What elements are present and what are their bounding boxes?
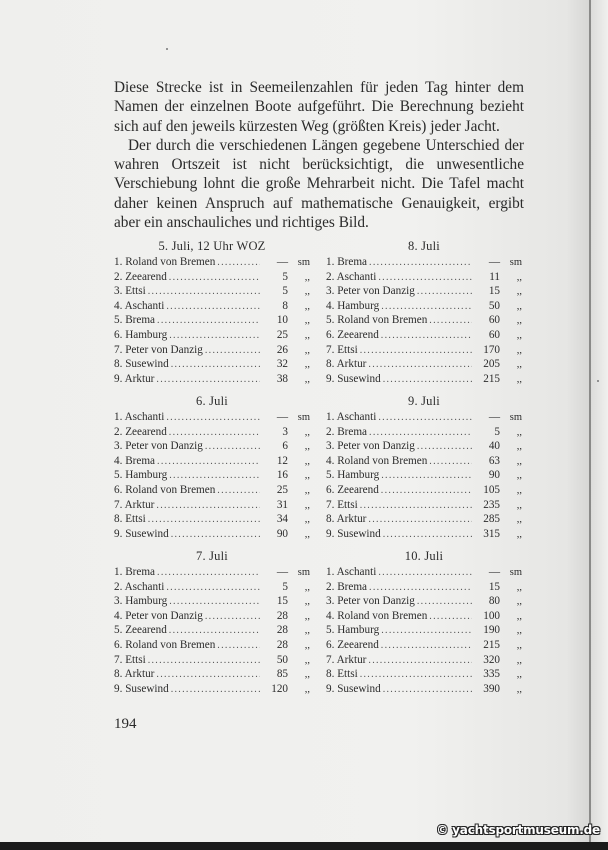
boat-name: 2. Brema — [326, 580, 368, 593]
leader-dots — [171, 528, 260, 543]
leader-dots — [169, 469, 260, 484]
leader-dots — [217, 484, 260, 499]
table-rows — [114, 255, 310, 386]
table-row — [114, 653, 310, 668]
distance-unit: sm — [297, 567, 310, 578]
boat-name: 5. Roland von Bremen — [326, 314, 428, 327]
table-row — [114, 299, 310, 314]
distance-unit: ,, — [516, 426, 522, 438]
boat-name: 1. Aschanti — [326, 566, 377, 578]
distance-unit: ,, — [516, 669, 522, 681]
distance-unit: ,, — [516, 484, 522, 496]
distance-value: 50 — [488, 299, 500, 312]
table-row — [114, 284, 310, 299]
distance-value: 6 — [282, 440, 288, 453]
table-title: 9. Juli — [408, 394, 440, 408]
distance-unit: ,, — [304, 528, 310, 540]
distance-value: 5 — [494, 425, 500, 438]
standings-table-8-juli — [326, 237, 522, 386]
table-row — [326, 667, 522, 682]
table-row — [114, 580, 310, 595]
distance-unit: ,, — [516, 470, 522, 482]
boat-name: 8. Arktur — [114, 668, 155, 681]
table-row — [326, 623, 522, 638]
leader-dots — [166, 300, 260, 315]
distance-value: — — [276, 256, 288, 268]
leader-dots — [217, 639, 260, 654]
distance-unit: ,, — [304, 470, 310, 482]
leader-dots — [156, 373, 260, 388]
table-row — [326, 512, 522, 527]
leader-dots — [156, 499, 260, 514]
boat-name: 9. Susewind — [114, 527, 169, 540]
boat-name: 8. Arktur — [326, 358, 367, 371]
table-row — [114, 270, 310, 285]
standings-table-6-juli — [114, 392, 310, 541]
distance-value: 90 — [488, 469, 500, 482]
boat-name: 2. Zeearend — [114, 425, 167, 438]
table-row — [114, 343, 310, 358]
boat-name: 1. Roland von Bremen — [114, 256, 216, 268]
leader-dots — [166, 411, 260, 426]
table-row — [114, 372, 310, 387]
leader-dots — [381, 484, 472, 499]
distance-value: 90 — [276, 527, 288, 540]
table-rows — [326, 565, 522, 696]
distance-value: 15 — [488, 285, 500, 298]
table-row — [326, 498, 522, 513]
distance-value: 335 — [483, 668, 500, 681]
distance-unit: ,, — [516, 596, 522, 608]
leader-dots — [383, 528, 472, 543]
table-row — [326, 580, 522, 595]
leader-dots — [368, 654, 472, 669]
distance-unit: ,, — [516, 639, 522, 651]
boat-name: 8. Ettsi — [114, 513, 146, 526]
distance-value: 85 — [276, 668, 288, 681]
distance-value: — — [488, 411, 500, 423]
table-row — [114, 512, 310, 527]
distance-value: 38 — [276, 372, 288, 385]
boat-name: 1. Brema — [326, 256, 368, 268]
distance-value: 28 — [276, 609, 288, 622]
distance-unit: ,, — [304, 300, 310, 312]
boat-name: 4. Aschanti — [114, 299, 165, 312]
distance-unit: sm — [509, 567, 522, 578]
distance-value: 120 — [271, 682, 288, 695]
intro-text — [114, 78, 524, 232]
leader-dots — [148, 513, 260, 528]
distance-unit: ,, — [304, 373, 310, 385]
distance-unit: ,, — [304, 639, 310, 651]
distance-value: 60 — [488, 314, 500, 327]
distance-value: 25 — [276, 483, 288, 496]
table-title: 8. Juli — [408, 239, 440, 253]
table-row — [114, 454, 310, 469]
table-title: 6. Juli — [196, 394, 228, 408]
leader-dots — [381, 300, 472, 315]
leader-dots — [157, 455, 260, 470]
boat-name: 7. Peter von Danzig — [114, 343, 203, 356]
table-row — [114, 328, 310, 343]
boat-name: 6. Hamburg — [114, 328, 168, 341]
leader-dots — [360, 668, 472, 683]
leader-dots — [417, 595, 472, 610]
boat-name: 6. Roland von Bremen — [114, 638, 216, 651]
leader-dots — [383, 373, 472, 388]
table-row — [114, 313, 310, 328]
leader-dots — [417, 285, 472, 300]
boat-name: 7. Ettsi — [114, 653, 146, 666]
leader-dots — [383, 683, 472, 698]
distance-value: 60 — [488, 328, 500, 341]
distance-unit: ,, — [304, 455, 310, 467]
table-row — [114, 357, 310, 372]
boat-name: 3. Peter von Danzig — [326, 595, 415, 608]
leader-dots — [169, 595, 260, 610]
distance-unit: ,, — [304, 654, 310, 666]
boat-name: 1. Aschanti — [326, 411, 377, 423]
boat-name: 3. Peter von Danzig — [326, 285, 415, 298]
table-title: 5. Juli, 12 Uhr WOZ — [158, 239, 266, 253]
leader-dots — [369, 426, 472, 441]
intro-paragraph-2: Der durch die verschiedenen Längen gegebene Unterschied der wahren Ortszeit ist nicht berücksichtigt, die unwesentliche Verschiebung lohnt die große Mehrarbeit nicht. Die Tafel macht daher keinen Anspruch auf mathematische Genauigkeit, ergibt aber ein anschauliches und richtiges Bild. — [114, 136, 524, 232]
scan-bottom-edge — [0, 842, 608, 850]
distance-value: 5 — [282, 580, 288, 593]
table-row — [326, 270, 522, 285]
leader-dots — [378, 566, 472, 581]
distance-unit: ,, — [516, 286, 522, 298]
distance-value: — — [488, 256, 500, 268]
table-row — [114, 638, 310, 653]
table-row — [114, 609, 310, 624]
leader-dots — [368, 513, 472, 528]
distance-unit: ,, — [304, 669, 310, 681]
table-row — [326, 299, 522, 314]
distance-unit: ,, — [516, 373, 522, 385]
distance-unit: ,, — [304, 625, 310, 637]
leader-dots — [157, 566, 260, 581]
intro-paragraph-1: Diese Strecke ist in Seemeilenzahlen für jeden Tag hinter dem Namen der einzelnen Boote aufgeführt. Die Berechnung bezieht sich auf den jeweils kürzesten Weg (größten Kreis) jeder Jacht. — [114, 79, 524, 135]
distance-value: 170 — [483, 343, 500, 356]
distance-value: 5 — [282, 270, 288, 283]
leader-dots — [360, 344, 472, 359]
distance-unit: ,, — [304, 441, 310, 453]
boat-name: 2. Zeearend — [114, 270, 167, 283]
boat-name: 8. Susewind — [114, 358, 169, 371]
facing-page-edge — [591, 0, 608, 842]
distance-value: 190 — [483, 624, 500, 637]
distance-unit: ,, — [516, 683, 522, 695]
table-row — [114, 667, 310, 682]
distance-value: 205 — [483, 358, 500, 371]
distance-unit: ,, — [304, 581, 310, 593]
leader-dots — [417, 440, 472, 455]
boat-name: 7. Ettsi — [326, 498, 358, 511]
distance-unit: ,, — [516, 315, 522, 327]
table-row — [326, 425, 522, 440]
distance-value: 5 — [282, 285, 288, 298]
distance-unit: ,, — [516, 300, 522, 312]
boat-name: 6. Zeearend — [326, 328, 379, 341]
distance-value: 235 — [483, 498, 500, 511]
leader-dots — [156, 668, 260, 683]
distance-unit: ,, — [516, 581, 522, 593]
boat-name: 5. Zeearend — [114, 624, 167, 637]
paper-speck — [597, 380, 599, 382]
boat-name: 3. Peter von Danzig — [326, 440, 415, 453]
table-row — [326, 372, 522, 387]
distance-unit: ,, — [304, 610, 310, 622]
leader-dots — [360, 499, 472, 514]
table-row — [114, 682, 310, 697]
distance-value: 16 — [276, 469, 288, 482]
distance-value: 15 — [488, 580, 500, 593]
boat-name: 7. Arktur — [114, 498, 155, 511]
boat-name: 1. Aschanti — [114, 411, 165, 423]
distance-unit: ,, — [304, 315, 310, 327]
leader-dots — [369, 256, 472, 271]
boat-name: 4. Peter von Danzig — [114, 609, 203, 622]
boat-name: 1. Brema — [114, 566, 156, 578]
table-row — [326, 328, 522, 343]
table-rows — [114, 410, 310, 541]
leader-dots — [169, 426, 260, 441]
table-rows — [326, 410, 522, 541]
distance-unit: ,, — [516, 654, 522, 666]
table-title: 7. Juli — [196, 549, 228, 563]
distance-value: — — [276, 566, 288, 578]
distance-value: 100 — [483, 609, 500, 622]
distance-unit: ,, — [516, 359, 522, 371]
boat-name: 8. Ettsi — [326, 668, 358, 681]
table-row — [326, 638, 522, 653]
distance-unit: ,, — [516, 344, 522, 356]
leader-dots — [381, 329, 472, 344]
distance-value: 25 — [276, 328, 288, 341]
boat-name: 5. Hamburg — [326, 624, 380, 637]
distance-unit: ,, — [304, 359, 310, 371]
distance-unit: ,, — [516, 499, 522, 511]
table-title: 10. Juli — [404, 549, 444, 563]
boat-name: 6. Roland von Bremen — [114, 483, 216, 496]
distance-unit: sm — [509, 257, 522, 268]
boat-name: 9. Arktur — [114, 372, 155, 385]
distance-value: 26 — [276, 343, 288, 356]
distance-unit: ,, — [516, 455, 522, 467]
distance-value: 315 — [483, 527, 500, 540]
leader-dots — [368, 358, 472, 373]
table-row — [326, 609, 522, 624]
boat-name: 2. Brema — [326, 425, 368, 438]
table-row — [114, 594, 310, 609]
distance-unit: sm — [297, 257, 310, 268]
distance-value: — — [276, 411, 288, 423]
table-row — [114, 255, 310, 270]
distance-unit: ,, — [516, 514, 522, 526]
distance-value: 390 — [483, 682, 500, 695]
standings-table-9-juli — [326, 392, 522, 541]
distance-unit: ,, — [304, 271, 310, 283]
distance-unit: ,, — [304, 329, 310, 341]
distance-value: 31 — [276, 498, 288, 511]
distance-unit: ,, — [304, 484, 310, 496]
table-row — [114, 527, 310, 542]
table-row — [326, 284, 522, 299]
standings-table-7-juli — [114, 547, 310, 696]
leader-dots — [169, 329, 260, 344]
leader-dots — [205, 344, 260, 359]
leader-dots — [205, 610, 260, 625]
paper-speck — [166, 48, 168, 50]
leader-dots — [157, 314, 260, 329]
boat-name: 4. Roland von Bremen — [326, 454, 428, 467]
table-row — [326, 468, 522, 483]
table-row — [114, 498, 310, 513]
distance-value: 320 — [483, 653, 500, 666]
distance-value: 12 — [276, 454, 288, 467]
table-row — [114, 483, 310, 498]
table-row — [326, 439, 522, 454]
leader-dots — [166, 581, 260, 596]
distance-unit: ,, — [304, 344, 310, 356]
distance-unit: ,, — [516, 610, 522, 622]
distance-unit: sm — [509, 412, 522, 423]
leader-dots — [169, 624, 260, 639]
boat-name: 9. Susewind — [326, 372, 381, 385]
table-row — [326, 483, 522, 498]
distance-value: 50 — [276, 653, 288, 666]
leader-dots — [429, 610, 472, 625]
distance-value: 40 — [488, 440, 500, 453]
boat-name: 9. Susewind — [114, 682, 169, 695]
leader-dots — [381, 639, 472, 654]
table-rows — [326, 255, 522, 386]
table-row — [326, 653, 522, 668]
distance-value: 32 — [276, 358, 288, 371]
page-number: 194 — [114, 716, 137, 732]
distance-unit: ,, — [304, 596, 310, 608]
table-row — [114, 623, 310, 638]
leader-dots — [148, 285, 260, 300]
table-row — [114, 410, 310, 425]
boat-name: 5. Hamburg — [326, 469, 380, 482]
boat-name: 3. Peter von Danzig — [114, 440, 203, 453]
leader-dots — [205, 440, 260, 455]
distance-value: 105 — [483, 483, 500, 496]
boat-name: 4. Brema — [114, 454, 156, 467]
boat-name: 6. Zeearend — [326, 483, 379, 496]
distance-unit: ,, — [516, 625, 522, 637]
distance-value: 11 — [489, 270, 500, 283]
distance-unit: ,, — [304, 426, 310, 438]
leader-dots — [429, 455, 472, 470]
distance-value: 28 — [276, 624, 288, 637]
leader-dots — [381, 624, 472, 639]
distance-value: 80 — [488, 595, 500, 608]
table-rows — [114, 565, 310, 696]
boat-name: 3. Hamburg — [114, 595, 168, 608]
boat-name: 5. Hamburg — [114, 469, 168, 482]
boat-name: 4. Hamburg — [326, 299, 380, 312]
distance-value: 285 — [483, 513, 500, 526]
standings-table-5-juli — [114, 237, 310, 386]
distance-unit: sm — [297, 412, 310, 423]
leader-dots — [169, 271, 260, 286]
boat-name: 9. Susewind — [326, 527, 381, 540]
table-row — [326, 410, 522, 425]
leader-dots — [378, 411, 472, 426]
distance-unit: ,, — [516, 528, 522, 540]
leader-dots — [369, 581, 472, 596]
table-row — [326, 357, 522, 372]
copyright-watermark: © yachtsportmuseum.de — [436, 823, 600, 837]
distance-value: 10 — [276, 314, 288, 327]
boat-name: 2. Aschanti — [114, 580, 165, 593]
distance-value: 3 — [282, 425, 288, 438]
distance-unit: ,, — [304, 514, 310, 526]
leader-dots — [429, 314, 472, 329]
distance-unit: ,, — [516, 329, 522, 341]
boat-name: 2. Aschanti — [326, 270, 377, 283]
distance-unit: ,, — [304, 499, 310, 511]
boat-name: 5. Brema — [114, 314, 156, 327]
boat-name: 4. Roland von Bremen — [326, 609, 428, 622]
boat-name: 8. Arktur — [326, 513, 367, 526]
leader-dots — [381, 469, 472, 484]
table-row — [326, 343, 522, 358]
distance-value: 215 — [483, 372, 500, 385]
table-row — [326, 454, 522, 469]
table-row — [326, 565, 522, 580]
leader-dots — [217, 256, 260, 271]
distance-value: 63 — [488, 454, 500, 467]
table-row — [326, 255, 522, 270]
table-row — [114, 439, 310, 454]
table-row — [326, 594, 522, 609]
distance-value: 15 — [276, 595, 288, 608]
distance-unit: ,, — [304, 286, 310, 298]
boat-name: 6. Zeearend — [326, 638, 379, 651]
leader-dots — [171, 683, 260, 698]
distance-value: 8 — [282, 299, 288, 312]
distance-unit: ,, — [516, 441, 522, 453]
table-row — [114, 468, 310, 483]
table-row — [114, 565, 310, 580]
distance-value: 34 — [276, 513, 288, 526]
distance-value: 28 — [276, 638, 288, 651]
distance-value: — — [488, 566, 500, 578]
leader-dots — [148, 654, 260, 669]
table-row — [326, 313, 522, 328]
distance-value: 215 — [483, 638, 500, 651]
table-row — [326, 527, 522, 542]
table-row — [326, 682, 522, 697]
table-row — [114, 425, 310, 440]
boat-name: 7. Ettsi — [326, 343, 358, 356]
leader-dots — [378, 271, 472, 286]
leader-dots — [171, 358, 260, 373]
distance-unit: ,, — [304, 683, 310, 695]
boat-name: 7. Arktur — [326, 653, 367, 666]
distance-unit: ,, — [516, 271, 522, 283]
standings-table-10-juli — [326, 547, 522, 696]
boat-name: 9. Susewind — [326, 682, 381, 695]
boat-name: 3. Ettsi — [114, 285, 146, 298]
